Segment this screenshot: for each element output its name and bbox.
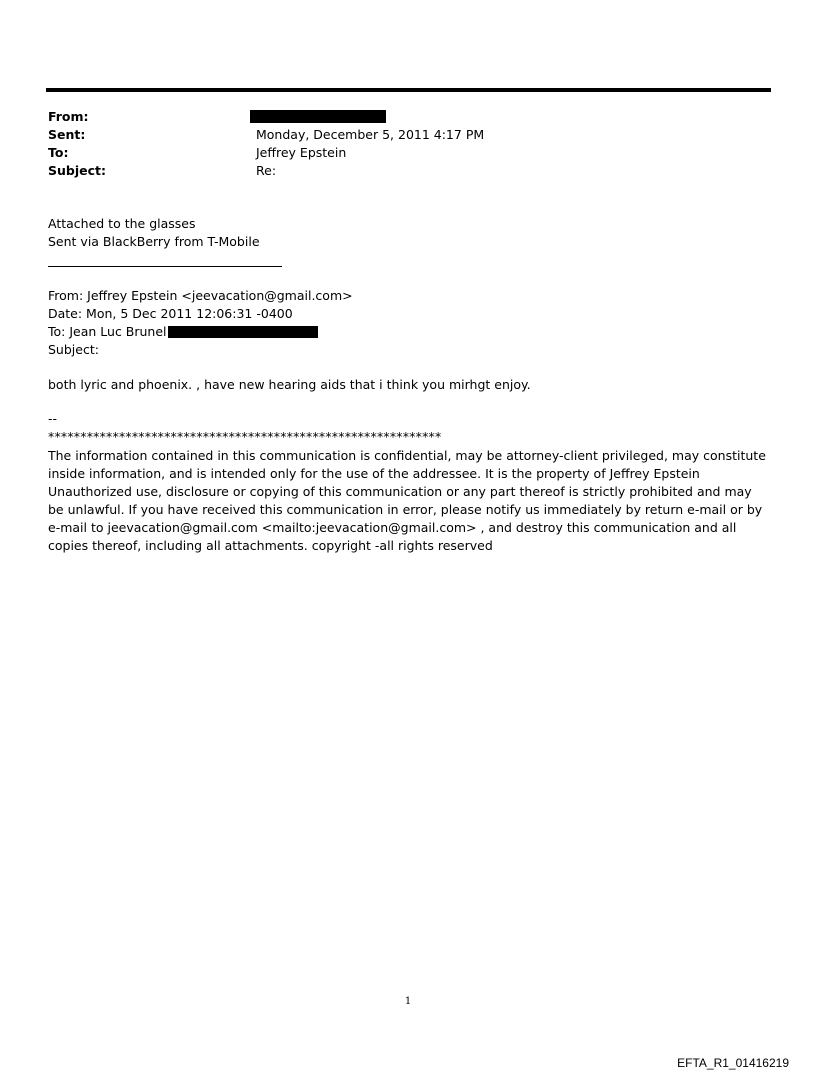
quoted-subject: Subject: [48, 342, 99, 357]
sent-value: Monday, December 5, 2011 4:17 PM [256, 127, 485, 142]
quoted-from: From: Jeffrey Epstein <jeevacation@gmail.com> [48, 288, 353, 303]
page-number: 1 [404, 996, 412, 1007]
redacted-recipient [168, 326, 318, 338]
reply-body [48, 215, 260, 251]
quoted-date: Date: Mon, 5 Dec 2011 12:06:31 -0400 [48, 306, 293, 321]
quote-separator [48, 266, 282, 267]
message-text: both lyric and phoenix. , have new hearing aids that i think you mirhgt enjoy. [48, 377, 531, 392]
document-id: EFTA_R1_01416219 [677, 1056, 789, 1070]
subject-value: Re: [256, 163, 277, 178]
top-divider [46, 88, 771, 92]
reply-line: Attached to the glasses [48, 216, 196, 231]
quoted-to-row [48, 323, 353, 341]
to-label: To: [48, 145, 69, 160]
quoted-header [48, 287, 353, 359]
redacted-sender [250, 110, 386, 123]
reply-signature-line: Sent via BlackBerry from T-Mobile [48, 234, 260, 249]
signature-stars: ************************************************************* [48, 429, 442, 444]
quoted-to: To: Jean Luc Brunel [48, 324, 167, 339]
to-value: Jeffrey Epstein [256, 145, 347, 160]
signature-dashes: -- [48, 411, 58, 426]
sent-label: Sent: [48, 127, 86, 142]
confidentiality-disclaimer: The information contained in this communication is confidential, may be attorney-client privileged, may constitute inside information, and is intended only for the use of the addressee. It is the property of Jeffrey Epstein Unauthorized use, disclosure or copying of this communication or any part thereof is strictly prohibited and may be unlawful. If you have received this communication in error, please notify us immediately by return e-mail or by e-mail to jeevacation@gmail.com <mailto:jeevacation@gmail.com> , and destroy this communication and all copies thereof, including all attachments. copyright -all rights reserved [48, 448, 766, 553]
subject-label: Subject: [48, 163, 106, 178]
from-label: From: [48, 109, 89, 124]
